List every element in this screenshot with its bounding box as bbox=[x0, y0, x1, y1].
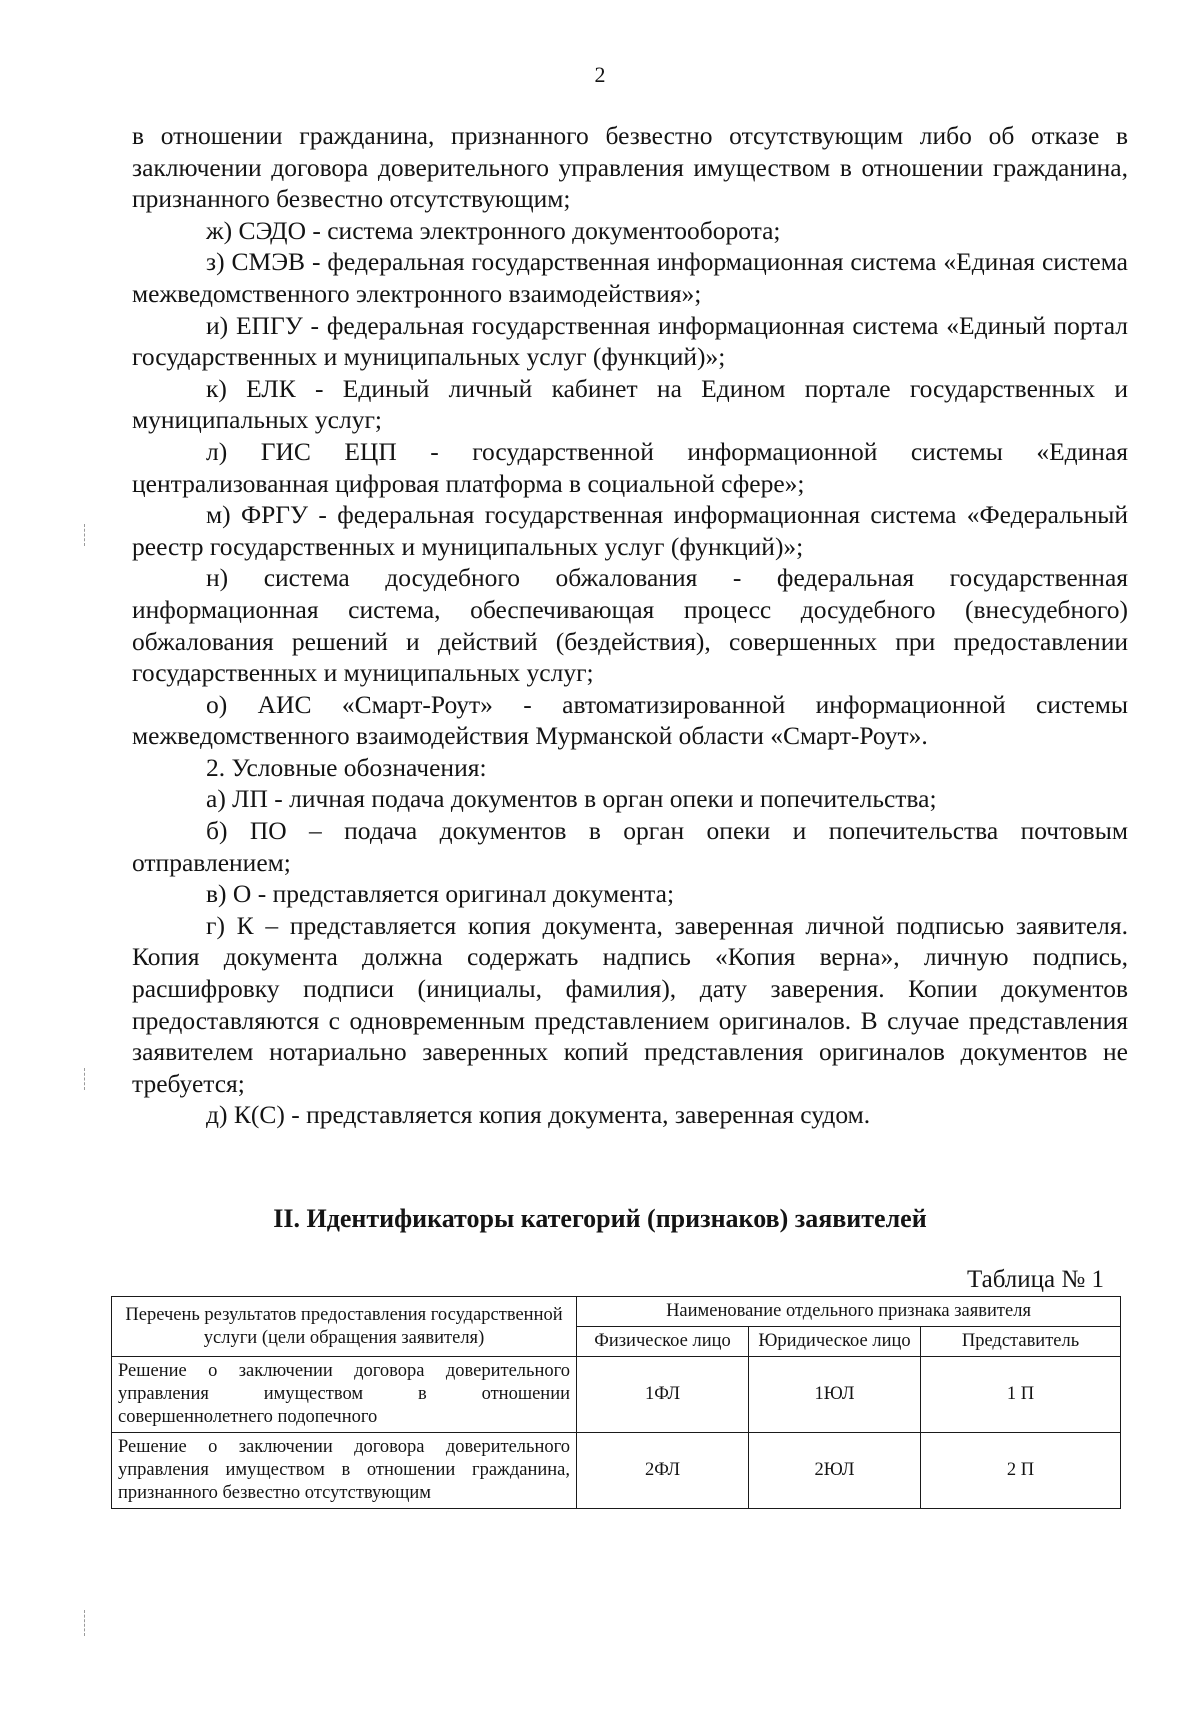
section-title: II. Идентификаторы категорий (признаков) заявителей bbox=[273, 1204, 927, 1233]
scan-artifact-mark bbox=[84, 1610, 86, 1636]
table-caption: Таблица № 1 bbox=[966, 1266, 1104, 1293]
individual-column-header: Физическое лицо bbox=[577, 1327, 749, 1357]
scan-artifact-mark bbox=[84, 524, 86, 546]
body-paragraph: а) ЛП - личная подача документов в орган опеки и попечительства; bbox=[206, 784, 937, 814]
individual-id-cell: 2ФЛ bbox=[577, 1433, 749, 1509]
body-paragraph: 2. Условные обозначения: bbox=[206, 752, 487, 782]
body-paragraph: л) ГИС ЕЦП - государственной информационной системы «Единая централизованная цифровая платформа в социальной сфере»; bbox=[132, 436, 1128, 498]
legal-entity-id-cell: 1ЮЛ bbox=[749, 1357, 921, 1433]
result-cell: Решение о заключении договора доверительного управления имуществом в отношении гражданина, признанного безвестно отсутствующим bbox=[112, 1433, 577, 1509]
body-paragraph: д) К(С) - представляется копия документа, заверенная судом. bbox=[206, 1100, 871, 1130]
representative-column-header: Представитель bbox=[921, 1327, 1121, 1357]
body-paragraph: в) О - представляется оригинал документа; bbox=[206, 879, 675, 909]
body-paragraph: з) СМЭВ - федеральная государственная информационная система «Единая система межведомственного электронного взаимодействия»; bbox=[132, 247, 1128, 308]
body-paragraph: ж) СЭДО - система электронного документооборота; bbox=[206, 215, 781, 245]
table-row bbox=[112, 1433, 1121, 1509]
body-paragraph: н) система досудебного обжалования - федеральная государственная информационная система, обеспечивающая процесс досудебного (внесудебного) обжалования решений и действий (бездействия), совершенных при предоставлении государственных и муниципальных услуг; bbox=[132, 563, 1128, 688]
body-paragraph: г) К – представляется копия документа, заверенная личной подписью заявителя. Копия документа должна содержать надпись «Копия верна», личную подпись, расшифровку подписи (инициалы, фамилия), дату заверения. Копии документов предоставляются с одновременным представлением оригиналов. В случае представления заявителем нотариально заверенных копий представления оригиналов документов не требуется; bbox=[132, 910, 1128, 1098]
body-paragraph: м) ФРГУ - федеральная государственная информационная система «Федеральный реестр государственных и муниципальных услуг (функций)»; bbox=[132, 500, 1128, 561]
body-paragraph: в отношении гражданина, признанного безвестно отсутствующим либо об отказе в заключении договора доверительного управления имуществом в отношении гражданина, признанного безвестно отсутствующим; bbox=[132, 121, 1128, 214]
result-cell: Решение о заключении договора доверительного управления имуществом в отношении совершеннолетнего подопечного bbox=[112, 1357, 577, 1433]
legal-entity-column-header: Юридическое лицо bbox=[749, 1327, 921, 1357]
body-paragraph: к) ЕЛК - Единый личный кабинет на Едином портале государственных и муниципальных услуг; bbox=[132, 373, 1128, 435]
body-paragraph: и) ЕПГУ - федеральная государственная информационная система «Единый портал государственных и муниципальных услуг (функций)»; bbox=[132, 310, 1128, 372]
individual-id-cell: 1ФЛ bbox=[577, 1357, 749, 1433]
table-row bbox=[112, 1357, 1121, 1433]
document-body bbox=[132, 120, 1128, 1131]
applicant-identifier-table bbox=[111, 1296, 1121, 1509]
scan-artifact-mark bbox=[84, 1068, 86, 1090]
body-paragraph: о) АИС «Смарт-Роут» - автоматизированной информационной системы межведомственного взаимодействия Мурманской области «Смарт-Роут». bbox=[132, 689, 1128, 751]
applicant-attribute-group-header: Наименование отдельного признака заявителя bbox=[577, 1297, 1121, 1327]
page-number: 2 bbox=[594, 62, 606, 87]
representative-id-cell: 1 П bbox=[921, 1357, 1121, 1433]
legal-entity-id-cell: 2ЮЛ bbox=[749, 1433, 921, 1509]
results-column-header: Перечень результатов предоставления государственной услуги (цели обращения заявителя) bbox=[112, 1297, 577, 1357]
representative-id-cell: 2 П bbox=[921, 1433, 1121, 1509]
body-paragraph: б) ПО – подача документов в орган опеки и попечительства почтовым отправлением; bbox=[132, 816, 1128, 877]
